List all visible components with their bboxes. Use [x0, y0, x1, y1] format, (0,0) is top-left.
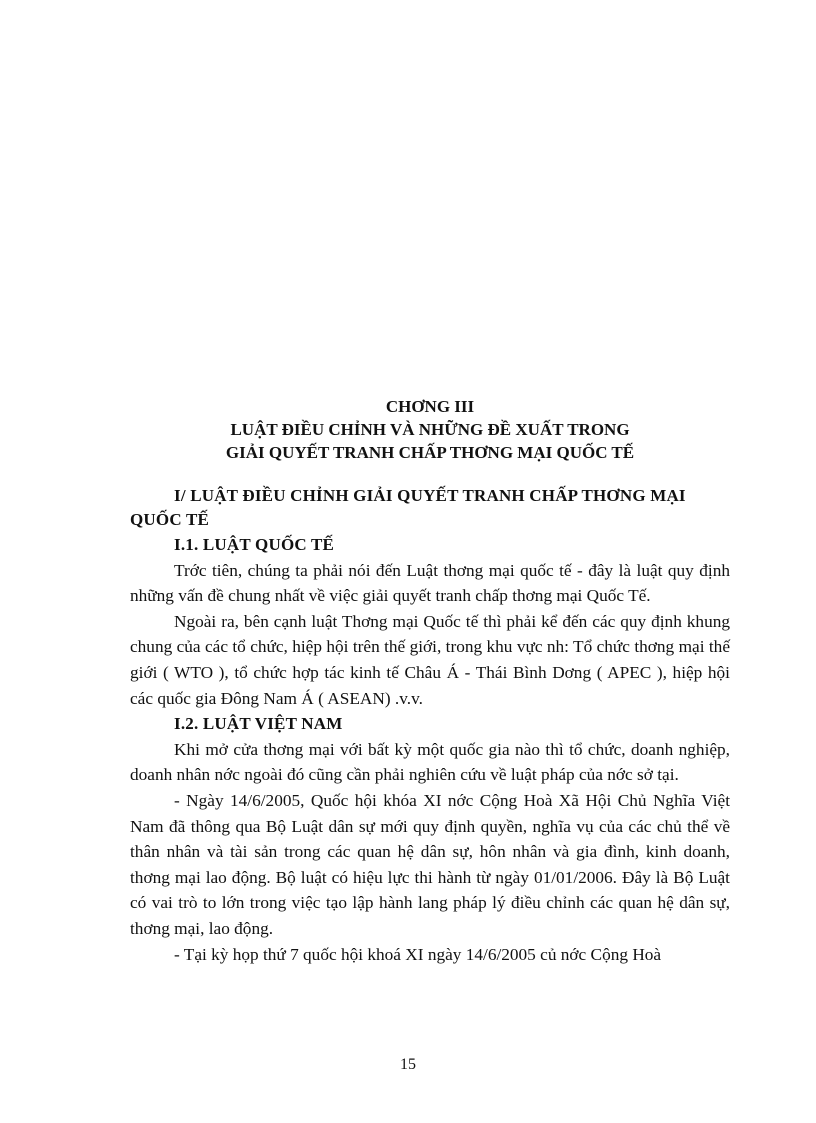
- section-heading-main: I/ LUẬT ĐIỀU CHỈNH GIẢI QUYẾT TRANH CHẤP THƠNG MẠI QUỐC TẾ: [130, 486, 686, 529]
- body-text: [130, 484, 730, 967]
- subsection-heading-international-law: I.1. LUẬT QUỐC TẾ: [174, 535, 335, 554]
- paragraph-vietnam-law-2: - Ngày 14/6/2005, Quốc hội khóa XI nớc Cộng Hoà Xã Hội Chủ Nghĩa Việt Nam đã thông qua Bộ Luật dân sự mới quy định quyền, nghĩa vụ của các chủ thể về thân nhân và tài sản trong các quan hệ dân sự, hôn nhân và gia đình, kinh doanh, thơng mại lao động. Bộ luật có hiệu lực thi hành từ ngày 01/01/2006. Đây là Bộ Luật có vai trò to lớn trong việc tạo lập hành lang pháp lý điều chỉnh các quan hệ dân sự, thơng mại, lao động.: [130, 790, 730, 938]
- paragraph-vietnam-law-1: Khi mở cửa thơng mại với bất kỳ một quốc gia nào thì tổ chức, doanh nghiệp, doanh nhân nớc ngoài đó cũng cần phải nghiên cứu về luật pháp của nớc sở tại.: [130, 739, 730, 785]
- chapter-heading: [130, 395, 730, 464]
- chapter-title-line-1: LUẬT ĐIỀU CHỈNH VÀ NHỮNG ĐỀ XUẤT TRONG: [230, 420, 630, 439]
- page-number: 15: [400, 1056, 416, 1073]
- paragraph-vietnam-law-3: - Tại kỳ họp thứ 7 quốc hội khoá XI ngày 14/6/2005 củ nớc Cộng Hoà: [174, 944, 662, 964]
- chapter-number: CHƠNG III: [385, 397, 475, 416]
- paragraph-international-law-1: Trớc tiên, chúng ta phải nói đến Luật thơng mại quốc tế - đây là luật quy định những vấn đề chung nhất về việc giải quyết tranh chấp thơng mại Quốc Tế.: [130, 560, 730, 606]
- paragraph-international-law-2: Ngoài ra, bên cạnh luật Thơng mại Quốc tế thì phải kể đến các quy định khung chung của các tổ chức, hiệp hội trên thế giới, trong khu vực nh: Tổ chức thơng mại thế giới ( WTO ), tổ chức hợp tác kinh tế Châu Á - Thái Bình Dơng ( APEC ), hiệp hội các quốc gia Đông Nam Á ( ASEAN) .v.v.: [130, 611, 730, 708]
- subsection-heading-vietnam-law: I.2. LUẬT VIỆT NAM: [174, 714, 343, 734]
- chapter-title-line-2: GIẢI QUYẾT TRANH CHẤP THƠNG MẠI QUỐC TẾ: [225, 443, 635, 462]
